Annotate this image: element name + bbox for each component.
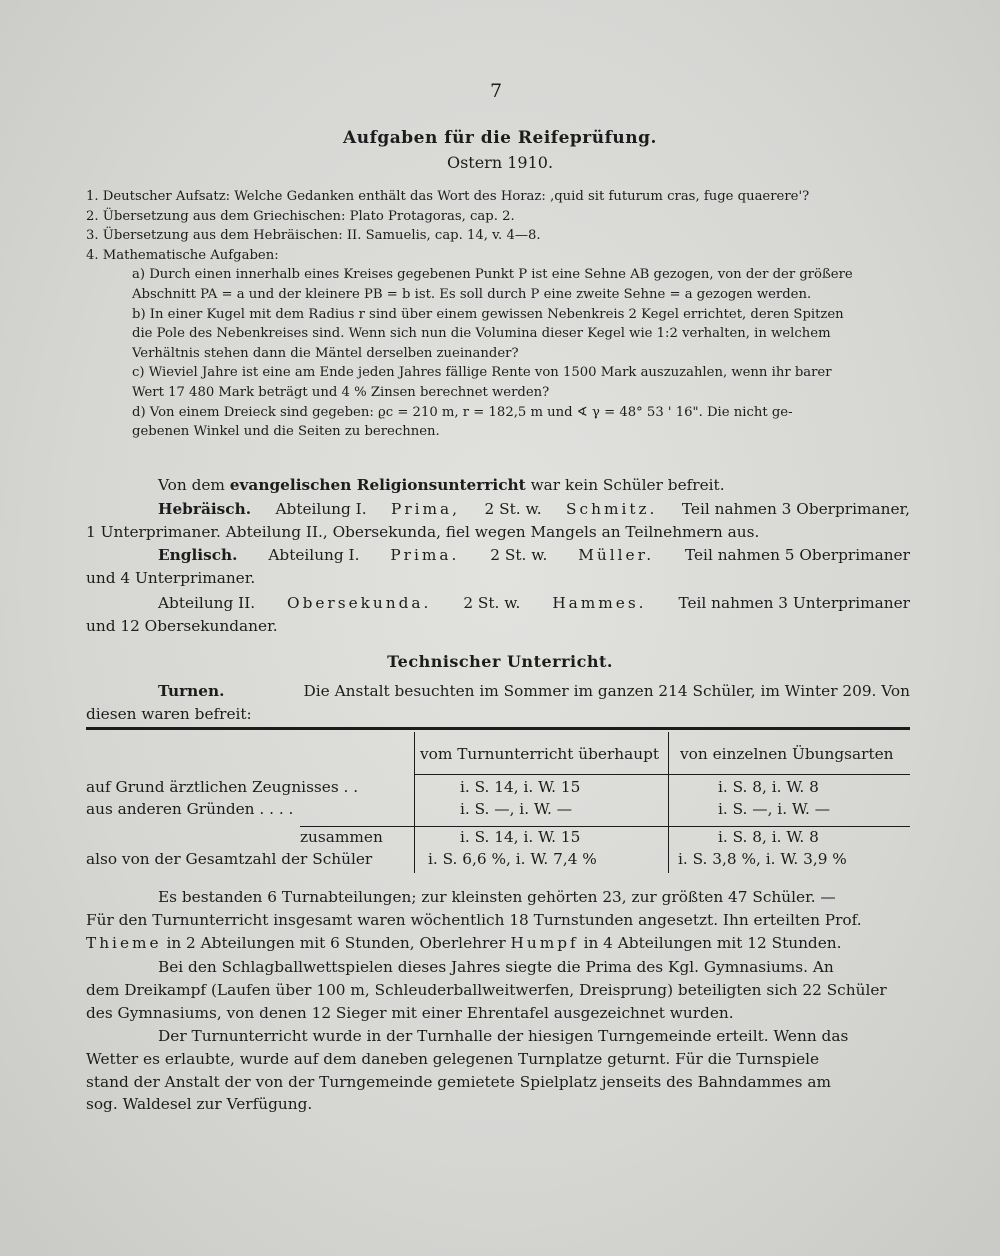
religion-post: war kein Schüler befreit.: [530, 476, 725, 494]
closing-p3-line-1: Der Turnunterricht wurde in der Turnhalle der hiesigen Turngemeinde erteilt. Wenn das: [158, 1027, 849, 1045]
english-teacher-1: Müller.: [578, 546, 655, 564]
english-hours-1: 2 St. w.: [490, 546, 548, 564]
english-participants-2: Teil nahmen 3 Unterprimaner: [678, 594, 910, 612]
english-line-3: [86, 592, 910, 615]
exam-title: Aufgaben für die Reifeprüfung.: [343, 128, 657, 148]
hebrew-label: Hebräisch.: [158, 500, 252, 518]
english-teacher-2: Hammes.: [552, 594, 647, 612]
teacher-name-thieme: Thieme: [86, 933, 162, 952]
table-row-3-label: zusammen: [300, 828, 383, 846]
table-row-3-col1: i. S. 14, i. W. 15: [460, 828, 581, 846]
closing-paragraph-3: [86, 1025, 910, 1116]
hebrew-teacher: Schmitz.: [566, 500, 658, 518]
exam-item-4: 4. Mathematische Aufgaben:: [86, 247, 279, 263]
english-participants-1: Teil nahmen 5 Oberprimaner: [684, 546, 910, 564]
hebrew-paragraph: [86, 498, 910, 544]
table-row-2-label: aus anderen Gründen . . . .: [86, 800, 294, 818]
english-class-1: Prima.: [390, 546, 460, 564]
table-divider-2: [668, 732, 669, 873]
english-division-1: Abteilung I.: [268, 546, 360, 564]
turnen-line-1: [86, 680, 910, 703]
technical-title: Technischer Unterricht.: [387, 652, 613, 671]
english-line-2: und 4 Unterprimaner.: [86, 568, 256, 587]
english-line-4: und 12 Obersekundaner.: [86, 616, 278, 635]
table-row-4-col2: i. S. 3,8 %, i. W. 3,9 %: [678, 850, 847, 868]
turnen-label: Turnen.: [158, 682, 225, 700]
table-row-4-label: also von der Gesamtzahl der Schüler: [86, 850, 373, 868]
turnen-paragraph: [86, 680, 910, 726]
math-c-line2: Wert 17 480 Mark beträgt und 4 % Zinsen berechnet werden?: [132, 384, 550, 400]
table-row-4-col1: i. S. 6,6 %, i. W. 7,4 %: [428, 850, 597, 868]
table-row-1-col2: i. S. 8, i. W. 8: [718, 778, 819, 796]
hebrew-participants: Teil nahmen 3 Oberprimaner,: [681, 500, 910, 518]
english-class-2: Obersekunda.: [287, 594, 432, 612]
religion-paragraph: [86, 474, 910, 497]
closing-p3-line-2: Wetter es erlaubte, wurde auf dem daneben gelegenen Turnplatze geturnt. Für die Turnspiele: [86, 1049, 820, 1068]
exam-date: Ostern 1910.: [446, 153, 554, 172]
page-number: 7: [490, 80, 503, 102]
table-header-2: von einzelnen Übungsarten: [680, 745, 894, 763]
closing-p1-line-3-end: in 4 Abteilungen mit 12 Stunden.: [583, 933, 842, 952]
hebrew-line-2: 1 Unterprimaner. Abteilung II., Obersekunda, fiel wegen Mangels an Teilnehmern aus.: [86, 522, 760, 541]
english-paragraph: [86, 544, 910, 590]
religion-line: [86, 474, 910, 497]
math-c-line1: c) Wieviel Jahre ist eine am Ende jeden Jahres fällige Rente von 1500 Mark auszuzahlen, wenn ihr barer: [132, 365, 832, 381]
closing-p3-line-4: sog. Waldesel zur Verfügung.: [86, 1095, 313, 1114]
teacher-name-humpf: Humpf: [510, 933, 579, 952]
closing-p3-line-3: stand der Anstalt der von der Turngemeinde gemietete Spielplatz jenseits des Bahndammes am: [86, 1072, 832, 1091]
hebrew-class: Prima,: [391, 500, 461, 518]
hebrew-hours: 2 St. w.: [484, 500, 542, 518]
closing-p1-line-3: [86, 932, 910, 955]
math-b-line2: die Pole des Nebenkreises sind. Wenn sich nun die Volumina dieser Kegel wie 1:2 verhalten, in welchem: [132, 326, 831, 342]
turnen-line-2: diesen waren befreit:: [86, 704, 252, 723]
table-row-3-col2: i. S. 8, i. W. 8: [718, 828, 819, 846]
english-division-2: Abteilung II.: [158, 594, 256, 612]
table-header-rule: [414, 774, 910, 775]
closing-p1-line-2: Für den Turnunterricht insgesamt waren wöchentlich 18 Turnstunden angesetzt. Ihn erteilten Prof.: [86, 910, 862, 929]
turnen-text-1: Die Anstalt besuchten im Sommer im ganzen 214 Schüler, im Winter 209. Von: [303, 682, 910, 700]
table-row-1-col1: i. S. 14, i. W. 15: [460, 778, 581, 796]
math-a-line2: Abschnitt PA = a und der kleinere PB = b ist. Es soll durch P eine zweite Sehne = a gezogen werden.: [132, 286, 812, 302]
math-b-line3: Verhältnis stehen dann die Mäntel derselben zueinander?: [132, 345, 519, 361]
closing-p1-line-1: Es bestanden 6 Turnabteilungen; zur kleinsten gehörten 23, zur größten 47 Schüler. —: [158, 888, 836, 906]
math-a-line1: a) Durch einen innerhalb eines Kreises gegebenen Punkt P ist eine Sehne AB gezogen, von der der größere: [132, 267, 853, 283]
table-row-1-label: auf Grund ärztlichen Zeugnisses . .: [86, 778, 359, 796]
closing-paragraph-2: [86, 956, 910, 1024]
table-row-2-col1: i. S. —, i. W. —: [460, 800, 572, 818]
exam-list: [86, 187, 916, 442]
exam-item-1: 1. Deutscher Aufsatz: Welche Gedanken enthält das Wort des Horaz: ‚quid sit futurum cras, fuge quaerere'?: [86, 189, 810, 204]
english-division-2-paragraph: [86, 592, 910, 638]
exam-item-3: 3. Übersetzung aus dem Hebräischen: II. Samuelis, cap. 14, v. 4—8.: [86, 228, 541, 244]
math-d-line2: gebenen Winkel und die Seiten zu berechnen.: [132, 424, 440, 440]
religion-subject: evangelischen Religionsunterricht: [229, 476, 526, 494]
table-header-1: vom Turnunterricht überhaupt: [420, 745, 660, 763]
table-divider-1: [414, 732, 415, 873]
exam-item-2: 2. Übersetzung aus dem Griechischen: Plato Protagoras, cap. 2.: [86, 208, 515, 224]
english-line-1: [86, 544, 910, 567]
closing-p2-line-3: des Gymnasiums, von denen 12 Sieger mit einer Ehrentafel ausgezeichnet wurden.: [86, 1003, 734, 1022]
religion-pre: Von dem: [158, 476, 225, 494]
table-top-rule: [86, 727, 910, 730]
closing-p1-line-3-mid: in 2 Abteilungen mit 6 Stunden, Oberlehrer: [166, 933, 506, 952]
math-d-line1: d) Von einem Dreieck sind gegeben: ϱc = 210 m, r = 182,5 m und ∢ γ = 48° 53 ' 16". Die nicht ge-: [132, 404, 793, 420]
table-row-2-col2: i. S. —, i. W. —: [718, 800, 830, 818]
closing-paragraph-1: [86, 886, 910, 954]
math-b-line1: b) In einer Kugel mit dem Radius r sind über einem gewissen Nebenkreis 2 Kegel errichtet, deren Spitzen: [132, 306, 844, 322]
closing-p2-line-2: dem Dreikampf (Laufen über 100 m, Schleuderballweitwerfen, Dreisprung) beteiligten sich 22 Schüler: [86, 980, 887, 999]
hebrew-line-1: [86, 498, 910, 521]
table-sum-rule: [300, 826, 910, 827]
english-label: Englisch.: [158, 546, 238, 564]
closing-p2-line-1: Bei den Schlagballwettspielen dieses Jahres siegte die Prima des Kgl. Gymnasiums. An: [158, 958, 834, 976]
hebrew-division: Abteilung I.: [275, 500, 367, 518]
english-hours-2: 2 St. w.: [463, 594, 521, 612]
